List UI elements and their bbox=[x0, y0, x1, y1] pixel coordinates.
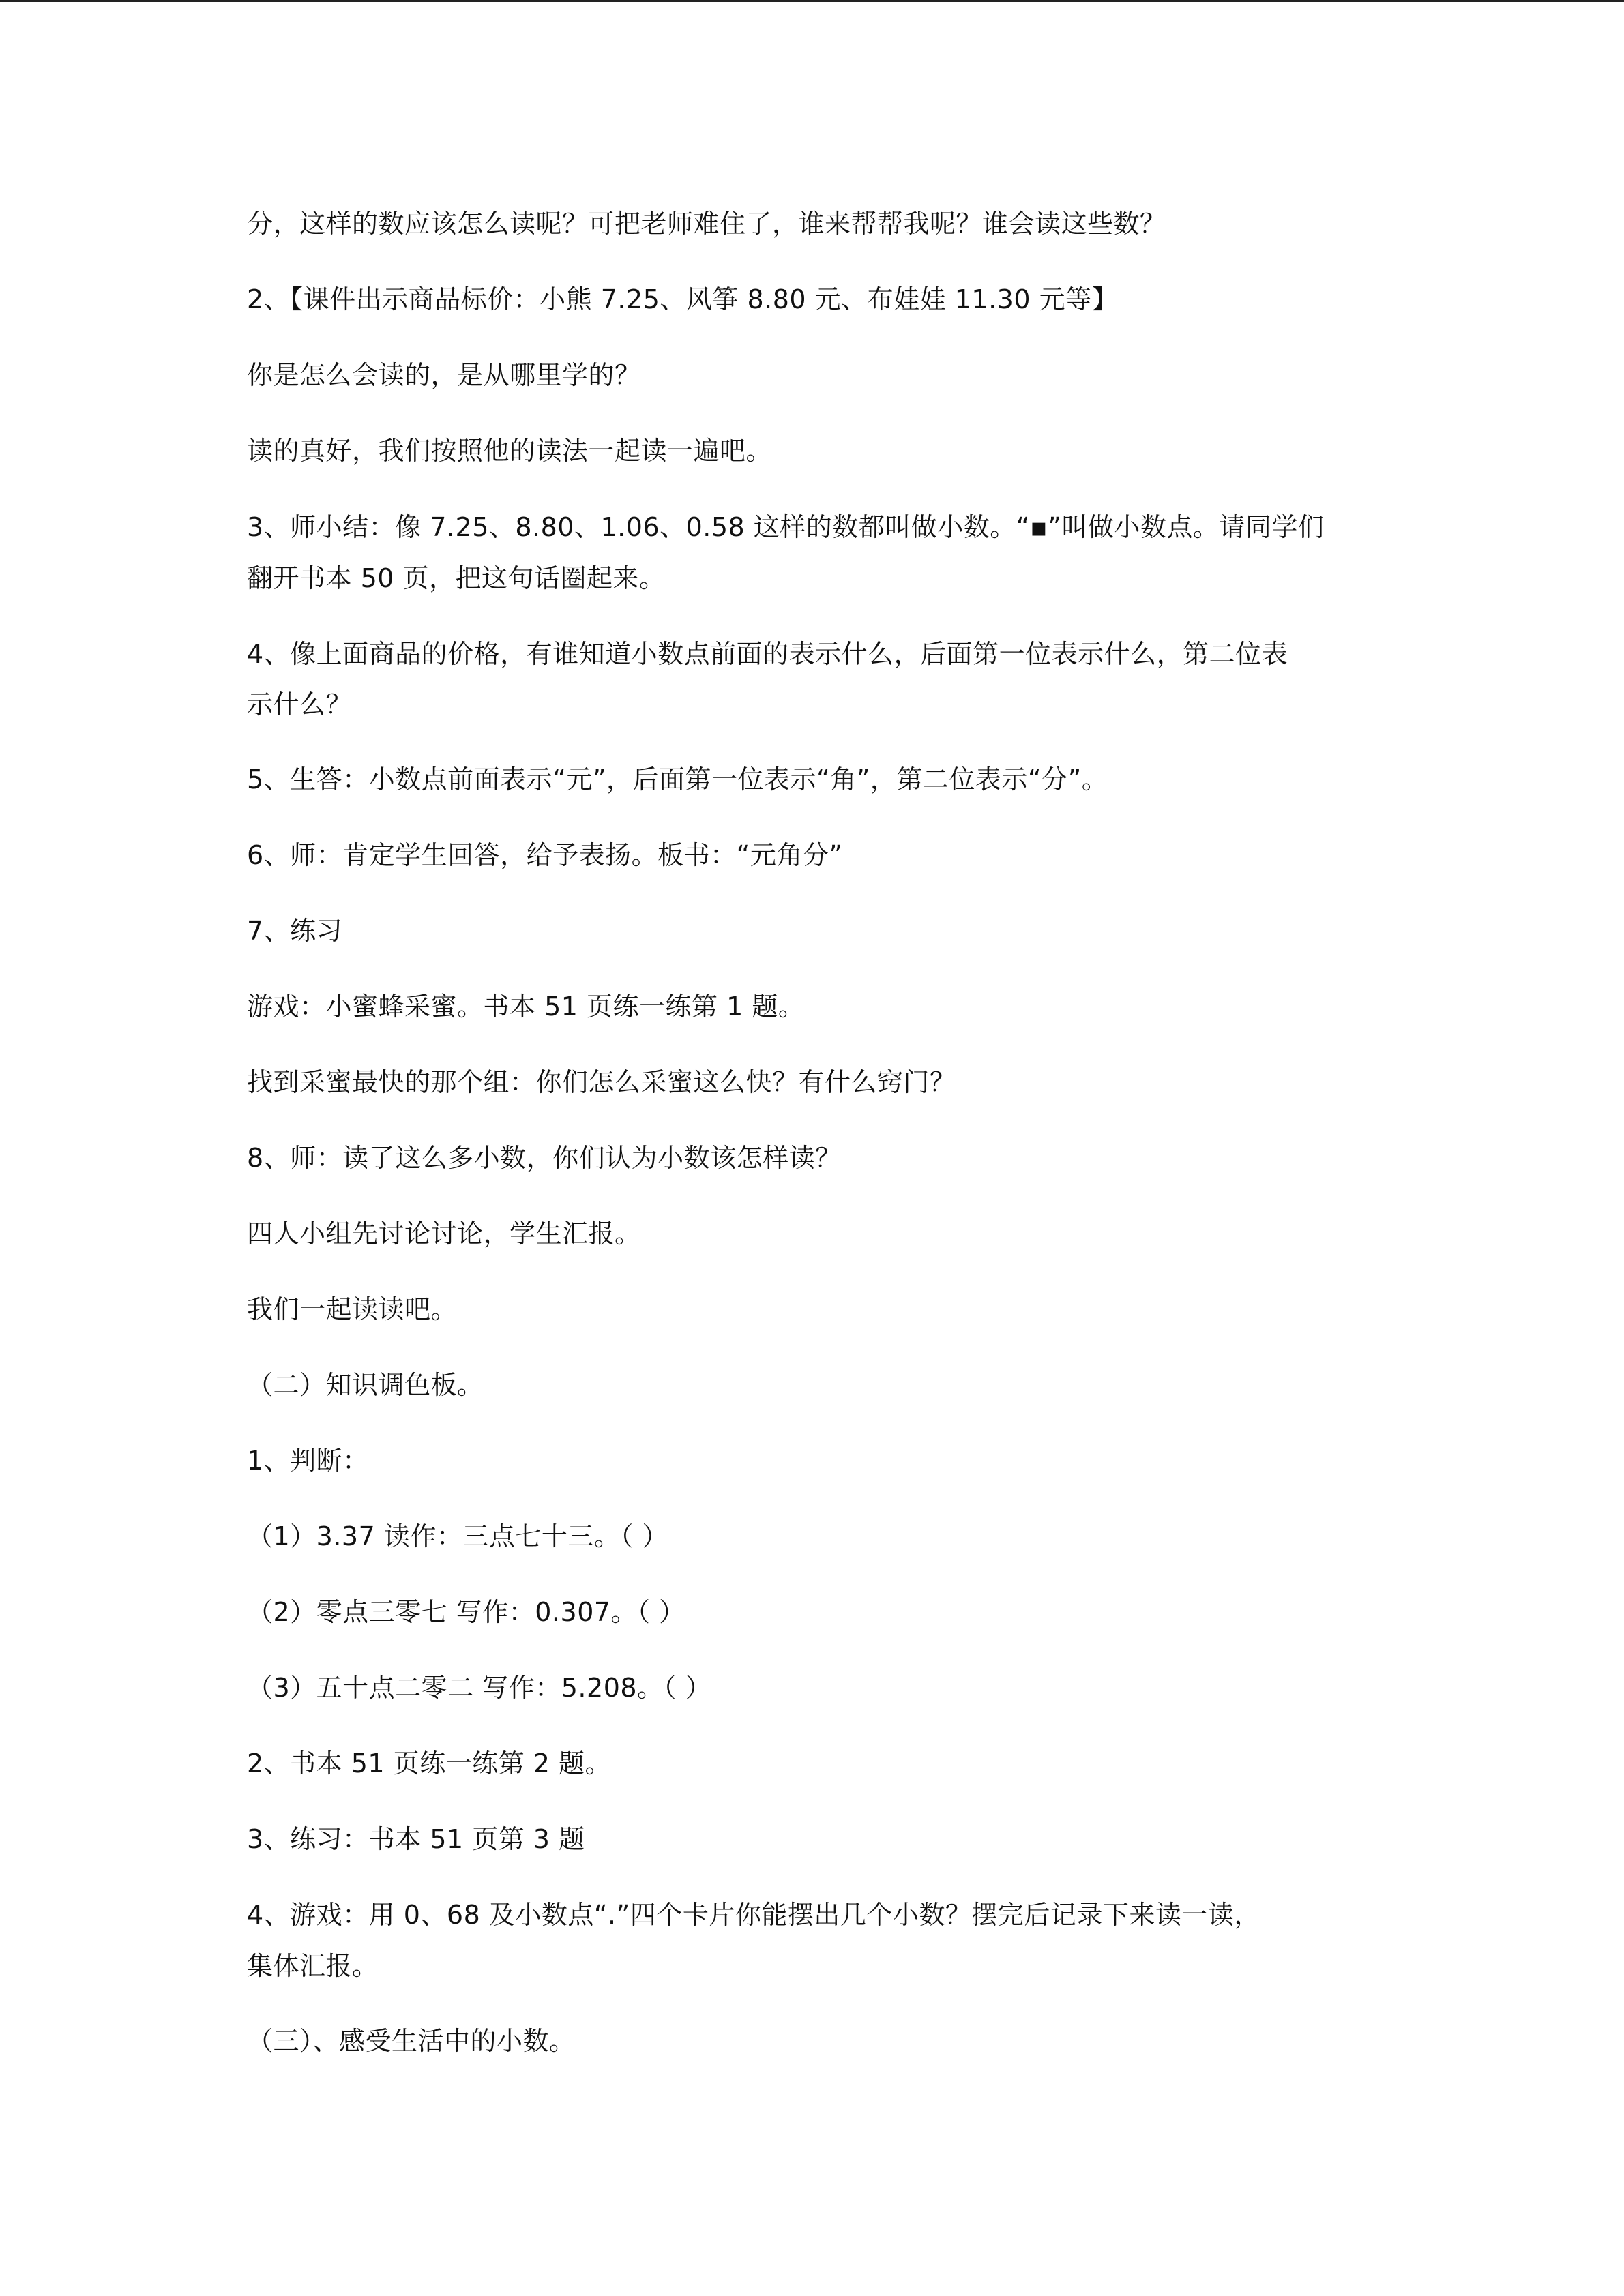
paragraph-line: 读的真好，我们按照他的读法一起读一遍吧。 bbox=[247, 436, 773, 466]
paragraph-line: （2）零点三零七 写作：0.307。（ ） bbox=[247, 1597, 685, 1627]
paragraph-line: 5、生答：小数点前面表示“元”，后面第一位表示“角”，第二位表示“分”。 bbox=[247, 764, 1108, 794]
paragraph-line: 6、师：肯定学生回答，给予表扬。板书：“元角分” bbox=[247, 840, 843, 870]
paragraph-line: （1）3.37 读作：三点七十三。（ ） bbox=[247, 1521, 668, 1551]
paragraph-line: 分，这样的数应该怎么读呢？可把老师难住了，谁来帮帮我呢？谁会读这些数？ bbox=[247, 209, 1166, 239]
paragraph-line: （3）五十点二零二 写作：5.208。（ ） bbox=[247, 1673, 712, 1703]
paragraph-line: 你是怎么会读的，是从哪里学的？ bbox=[247, 360, 641, 390]
paragraph-line: 8、师：读了这么多小数，你们认为小数该怎样读？ bbox=[247, 1143, 842, 1173]
paragraph-line: 2、书本 51 页练一练第 2 题。 bbox=[247, 1748, 612, 1778]
paragraph-line: （三）、感受生活中的小数。 bbox=[247, 2026, 576, 2056]
paragraph-line: （二）知识调色板。 bbox=[247, 1370, 484, 1400]
paragraph-line: 游戏：小蜜蜂采蜜。书本 51 页练一练第 1 题。 bbox=[247, 992, 805, 1022]
paragraph-line: 3、师小结：像 7.25、8.80、1.06、0.58 这样的数都叫做小数。“▪”叫做小数点。请同学们 bbox=[247, 512, 1325, 542]
paragraph-line: 3、练习：书本 51 页第 3 题 bbox=[247, 1824, 585, 1854]
paragraph-line: 四人小组先讨论讨论，学生汇报。 bbox=[247, 1219, 641, 1249]
paragraph-line: 找到采蜜最快的那个组：你们怎么采蜜这么快？有什么窍门？ bbox=[247, 1067, 956, 1097]
paragraph-line: 1、判断： bbox=[247, 1446, 369, 1476]
paragraph-line: 集体汇报。 bbox=[247, 1951, 379, 1981]
paragraph-line: 我们一起读读吧。 bbox=[247, 1294, 458, 1324]
paragraph-line: 2、【课件出示商品标价：小熊 7.25、风筝 8.80 元、布娃娃 11.30 元等】 bbox=[247, 284, 1119, 314]
paragraph-line: 示什么？ bbox=[247, 689, 353, 719]
paragraph-line: 4、游戏：用 0、68 及小数点“.”四个卡片你能摆出几个小数？摆完后记录下来读一读， bbox=[247, 1900, 1260, 1930]
paragraph-line: 4、像上面商品的价格，有谁知道小数点前面的表示什么，后面第一位表示什么，第二位表 bbox=[247, 639, 1288, 669]
paragraph-line: 翻开书本 50 页，把这句话圈起来。 bbox=[247, 563, 666, 593]
paragraph-line: 7、练习 bbox=[247, 916, 343, 946]
